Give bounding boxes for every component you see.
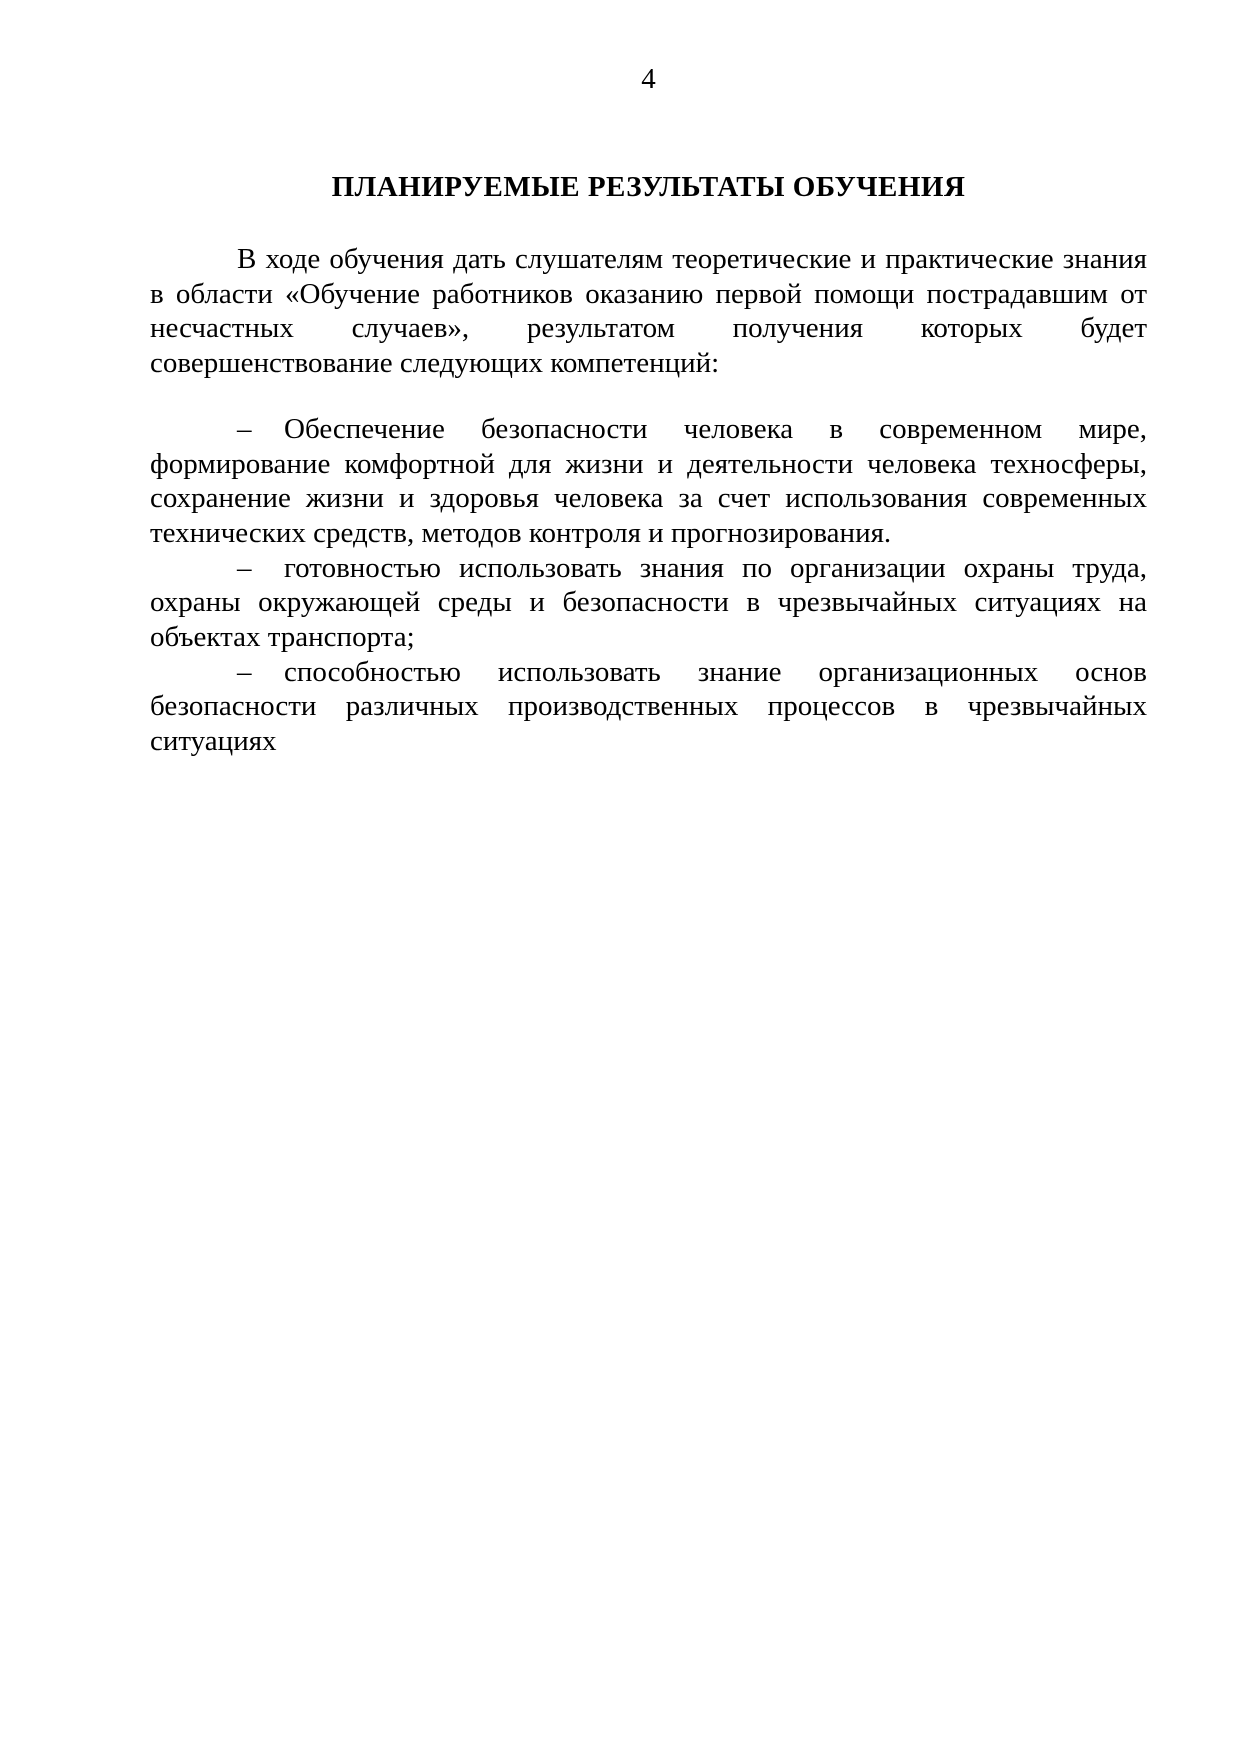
text-line: – Обеспечение безопасности человека в современном мире, (237, 412, 1147, 445)
text-line: охраны окружающей среды и безопасности в чрезвычайных ситуациях на (150, 586, 1147, 619)
text-line: сохранение жизни и здоровья человека за счет использования современных (150, 482, 1147, 515)
bullet-competency-3 (150, 655, 1147, 759)
page-number: 4 (641, 63, 656, 95)
text-line: – готовностью использовать знания по организации охраны труда, (237, 551, 1147, 584)
bullet-competency-1 (150, 412, 1147, 551)
text-line: – способностью использовать знание организационных основ (237, 655, 1147, 688)
text-line: В ходе обучения дать слушателям теоретические и практические знания (237, 243, 1147, 275)
text-line: ситуациях (150, 725, 277, 758)
text-line: несчастных случаев», результатом получения которых будет (150, 312, 1147, 345)
text-line: технических средств, методов контроля и прогнозирования. (150, 516, 892, 549)
list-dash-marker: – (237, 655, 252, 688)
list-dash-marker: – (237, 551, 252, 584)
bullet-competency-2 (150, 551, 1147, 655)
list-dash-marker: – (237, 412, 252, 445)
text-line: безопасности различных производственных процессов в чрезвычайных (150, 690, 1147, 723)
page-title: ПЛАНИРУЕМЫЕ РЕЗУЛЬТАТЫ ОБУЧЕНИЯ (331, 171, 966, 203)
text-line: формирование комфортной для жизни и деятельности человека техносферы, (150, 447, 1147, 480)
text-line: совершенствование следующих компетенций: (150, 347, 720, 380)
text-line: объектах транспорта; (150, 621, 415, 654)
intro-paragraph (150, 242, 1147, 381)
text-line: в области «Обучение работников оказанию первой помощи пострадавшим от (150, 277, 1147, 310)
page-content (150, 242, 1147, 759)
